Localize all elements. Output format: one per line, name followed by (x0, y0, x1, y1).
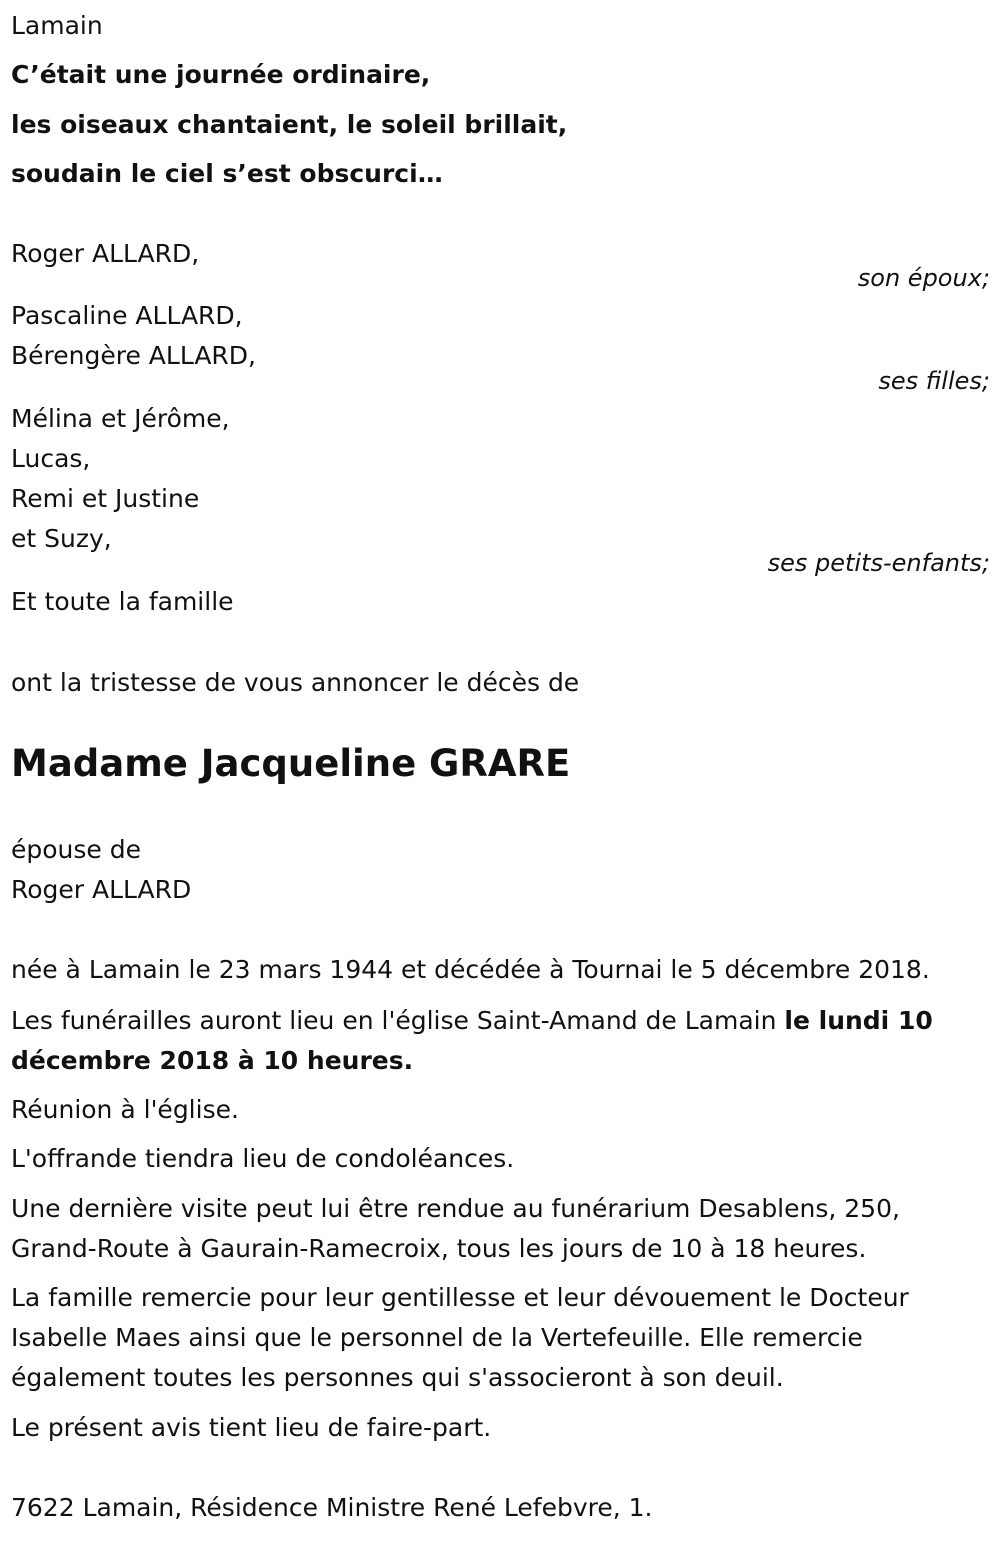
daughters-role: ses filles; (878, 367, 990, 395)
spouse-of-label: épouse de (11, 835, 141, 864)
grandchild-name: Remi et Justine (11, 484, 200, 513)
spouse-role: son époux; (857, 264, 990, 292)
funeral-date: le lundi 10 décembre 2018 à 10 heures. (11, 1006, 933, 1075)
announcement-text: ont la tristesse de vous annoncer le décès de (11, 668, 580, 697)
poem-line-1: C’était une journée ordinaire, (11, 60, 431, 89)
grandchild-name: Lucas, (11, 444, 91, 473)
spouse-name: Roger ALLARD, (11, 239, 200, 268)
offering-text: L'offrande tiendra lieu de condoléances. (11, 1144, 515, 1173)
poem-line-3: soudain le ciel s’est obscurci… (11, 159, 443, 188)
notice-text: Le présent avis tient lieu de faire-part. (11, 1413, 492, 1442)
birth-death-text: née à Lamain le 23 mars 1944 et décédée à Tournai le 5 décembre 2018. (11, 955, 930, 984)
meeting-text: Réunion à l'église. (11, 1095, 239, 1124)
spouse-of-name: Roger ALLARD (11, 875, 192, 904)
funeral-paragraph (11, 1001, 991, 1081)
family-rest: Et toute la famille (11, 587, 234, 616)
thanks-paragraph: La famille remercie pour leur gentillesse et leur dévouement le Docteur Isabelle Maes ainsi que le personnel de la Vertefeuille. Elle remercie également toutes les personnes qui s'associeront à son deuil. (11, 1283, 909, 1392)
daughter-name: Pascaline ALLARD, (11, 301, 243, 330)
address-text: 7622 Lamain, Résidence Ministre René Lefebvre, 1. (11, 1493, 653, 1522)
grandchildren-role: ses petits-enfants; (767, 549, 990, 577)
funeral-text: Les funérailles auront lieu en l'église Saint-Amand de Lamain (11, 1006, 785, 1035)
deceased-name: Madame Jacqueline GRARE (11, 742, 571, 785)
grandchild-name: et Suzy, (11, 524, 112, 553)
grandchild-name: Mélina et Jérôme, (11, 404, 230, 433)
visit-paragraph: Une dernière visite peut lui être rendue au funérarium Desablens, 250, Grand-Route à Gaurain-Ramecroix, tous les jours de 10 à 18 heures. (11, 1194, 900, 1263)
poem-line-2: les oiseaux chantaient, le soleil brillait, (11, 110, 568, 139)
daughter-name: Bérengère ALLARD, (11, 341, 256, 370)
place-name: Lamain (11, 11, 103, 40)
